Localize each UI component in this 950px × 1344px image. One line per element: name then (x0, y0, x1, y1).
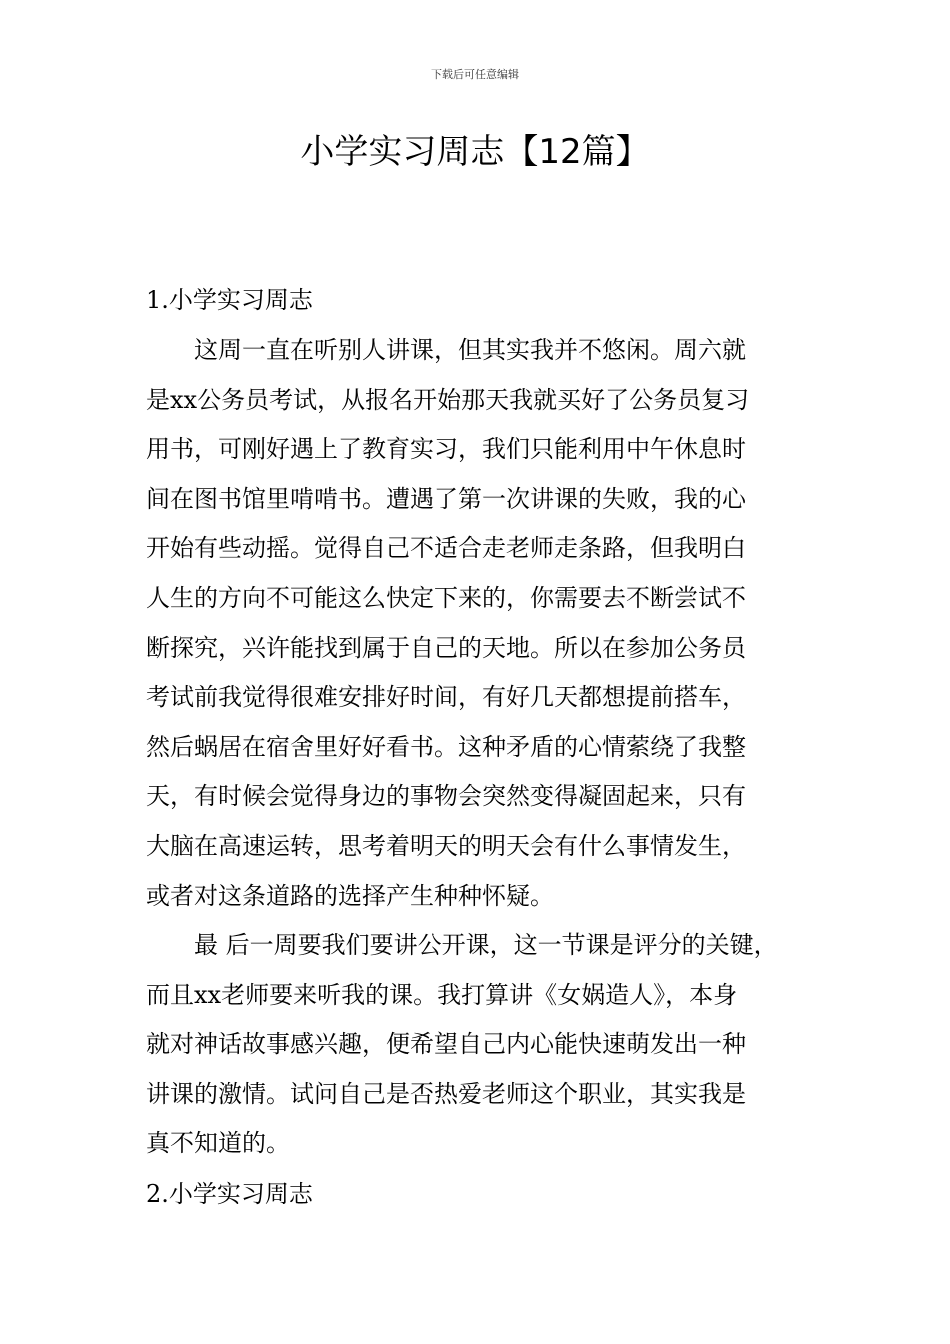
paragraph-line: 人生的方向不可能这么快定下来的，你需要去不断尝试不 (146, 583, 746, 612)
paragraph-line: 开始有些动摇。觉得自己不适合走老师走条路，但我明白 (146, 534, 746, 563)
paragraph-line: 天，有时候会觉得身边的事物会突然变得凝固起来，只有 (146, 782, 746, 811)
paragraph-line: 断探究，兴许能找到属于自己的天地。所以在参加公务员 (146, 633, 746, 662)
section-heading: 1.小学实习周志 (146, 286, 313, 314)
header-note: 下载后可任意编辑 (431, 68, 519, 81)
paragraph-line: 最 后一周要我们要讲公开课，这一节课是评分的关键， (146, 931, 778, 959)
paragraph (146, 326, 749, 921)
paragraph-line: 讲课的激情。试问自己是否热爱老师这个职业，其实我是 (146, 1079, 746, 1108)
paragraph-line: 然后蜗居在宿舍里好好看书。这种矛盾的心情萦绕了我整 (146, 732, 746, 761)
page-title: 小学实习周志【12篇】 (300, 132, 650, 172)
paragraph-line: 用书，可刚好遇上了教育实习，我们只能利用中午休息时 (146, 435, 746, 464)
paragraph-line: 考试前我觉得很难安排好时间，有好几天都想提前搭车， (146, 683, 746, 712)
paragraph-line: 真不知道的。 (146, 1129, 290, 1158)
section-heading: 2.小学实习周志 (146, 1180, 313, 1208)
paragraph-line: 间在图书馆里啃啃书。遭遇了第一次讲课的失败，我的心 (146, 484, 746, 513)
paragraph-line: 是xx公务员考试，从报名开始那天我就买好了公务员复习 (146, 385, 750, 414)
paragraph-line: 而且xx老师要来听我的课。我打算讲《女娲造人》，本身 (146, 980, 738, 1009)
paragraph-line: 这周一直在听别人讲课，但其实我并不悠闲。周六就 (146, 336, 746, 364)
paragraph (146, 921, 778, 1169)
paragraph-line: 或者对这条道路的选择产生种种怀疑。 (146, 881, 554, 910)
paragraph-line: 就对神话故事感兴趣，便希望自己内心能快速萌发出一种 (146, 1030, 746, 1059)
paragraph-line: 大脑在高速运转，思考着明天的明天会有什么事情发生， (146, 831, 746, 860)
